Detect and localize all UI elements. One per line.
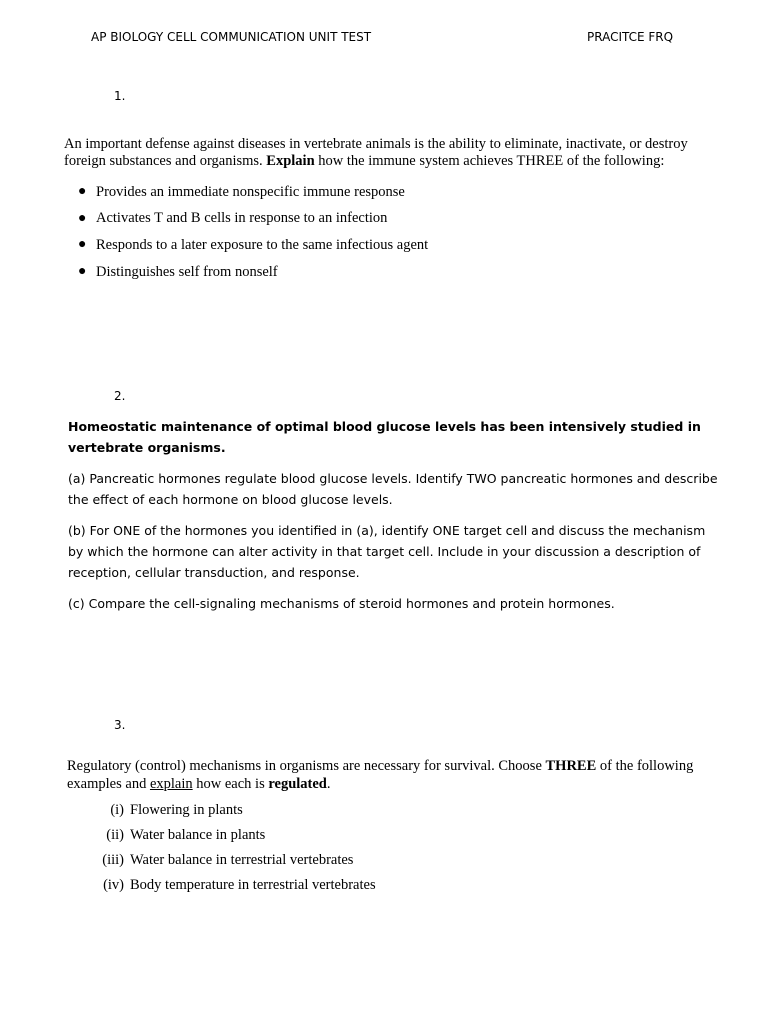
list-item-text: Body temperature in terrestrial vertebrates	[130, 877, 376, 893]
list-item-number: (iv)	[103, 877, 124, 893]
question-3-number: 3.	[114, 718, 126, 732]
list-item-text: Distinguishes self from nonself	[96, 263, 278, 280]
list-item	[78, 259, 428, 286]
question-3-prompt-underline: explain	[149, 776, 193, 792]
question-3-prompt	[67, 757, 727, 793]
question-3-prompt-text-3: how each is	[192, 776, 269, 792]
list-item-text: Provides an immediate nonspecific immune response	[96, 183, 405, 200]
question-1-prompt	[64, 136, 714, 170]
bullet-icon: ●	[78, 184, 87, 200]
question-2-number: 2.	[114, 389, 126, 403]
list-item-number: (i)	[110, 802, 124, 818]
question-3-prompt-text-2: of the following examples and	[67, 758, 694, 792]
question-2-intro: Homeostatic maintenance of optimal blood glucose levels has been intensively studied in vertebrate organisms.	[68, 419, 701, 455]
question-1-bullet-list	[78, 179, 428, 285]
document-title: AP BIOLOGY CELL COMMUNICATION UNIT TEST	[91, 30, 372, 44]
list-item-text: Water balance in terrestrial vertebrates	[130, 852, 354, 868]
question-2-part-a: (a) Pancreatic hormones regulate blood glucose levels. Identify TWO pancreatic hormones and describe the effect of each hormone on blood glucose levels.	[68, 471, 718, 507]
list-item-text: Responds to a later exposure to the same infectious agent	[96, 236, 429, 253]
question-2-part-c: (c) Compare the cell-signaling mechanisms of steroid hormones and protein hormones.	[68, 596, 615, 611]
question-2-part-b: (b) For ONE of the hormones you identified in (a), identify ONE target cell and discuss the mechanism by which the hormone can alter activity in that target cell. Include in your discussion a description of reception, cellular transduction, and response.	[68, 523, 706, 580]
document-subtitle: PRACITCE FRQ	[587, 30, 674, 44]
question-3-option-list	[92, 798, 376, 898]
question-2-block	[68, 416, 718, 624]
question-1-prompt-text-end: how the immune system achieves THREE of the following:	[314, 153, 665, 169]
bullet-icon: ●	[78, 237, 87, 253]
list-item	[78, 179, 428, 206]
list-item-number: (ii)	[106, 827, 124, 843]
question-3-prompt-bold-regulated: regulated	[268, 776, 327, 792]
list-item	[92, 848, 376, 873]
question-1-prompt-bold: Explain	[266, 153, 315, 169]
list-item	[78, 232, 428, 259]
list-item-number: (iii)	[102, 852, 124, 868]
question-1-prompt-text: An important defense against diseases in vertebrate animals is the ability to eliminate, inactivate, or destroy foreign substances and organisms.	[64, 136, 688, 169]
bullet-icon: ●	[78, 264, 87, 280]
bullet-icon: ●	[78, 210, 87, 226]
list-item	[92, 873, 376, 898]
list-item	[78, 206, 428, 233]
question-3-prompt-bold-three: THREE	[545, 758, 597, 774]
list-item	[92, 823, 376, 848]
list-item-text: Water balance in plants	[130, 827, 266, 843]
question-1-number: 1.	[114, 89, 126, 103]
list-item-text: Flowering in plants	[130, 802, 243, 818]
question-3-prompt-text-4: .	[326, 776, 331, 792]
list-item-text: Activates T and B cells in response to an infection	[96, 210, 388, 227]
list-item	[92, 798, 376, 823]
question-3-prompt-text: Regulatory (control) mechanisms in organisms are necessary for survival. Choose	[67, 758, 546, 774]
